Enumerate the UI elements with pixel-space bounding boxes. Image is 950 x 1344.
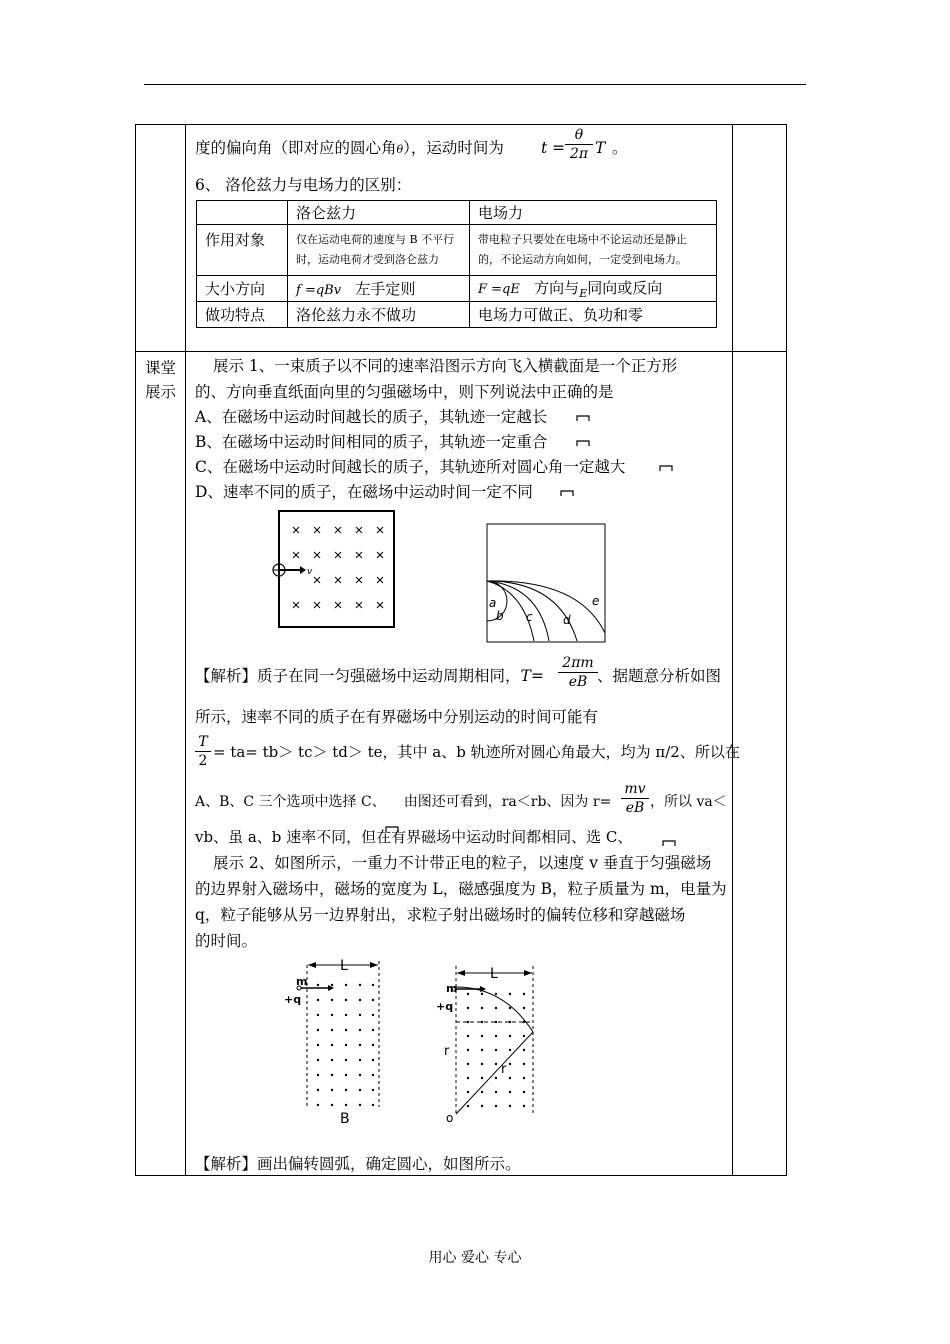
figure-radius-construction <box>434 962 544 1132</box>
mass-label: m <box>296 975 308 988</box>
analysis1-line3: = ta= tb＞ tc＞ td＞ te，其中 a、b 轨迹所对圆心角最大，均为 π/2、所以在 <box>213 743 740 761</box>
width-label: L <box>340 958 348 974</box>
label-a: a <box>489 596 497 610</box>
lorentz-work: 洛伦兹力永不做功 <box>288 301 470 327</box>
option-b: B、在磁场中运动时间相同的质子，其轨迹一定重合 <box>195 433 548 451</box>
header-electric: 电场力 <box>470 201 717 225</box>
velocity-label: v <box>307 567 313 577</box>
fraction-2pim-eB: 2πm eB <box>558 655 598 690</box>
formula-T: T <box>595 139 606 157</box>
option-d: D、速率不同的质子，在磁场中运动时间一定不同 <box>195 483 533 501</box>
figure-strip-field <box>278 957 388 1127</box>
fraction-T-2: T 2 <box>195 734 211 769</box>
page-footer: 用心 爱心 专心 <box>428 1250 522 1266</box>
example1-line1: 展示 1、一束质子以不同的速率沿图示方向飞入横截面是一个正方形 <box>213 357 678 375</box>
width-label-2: L <box>490 966 498 982</box>
row-label-target: 作用对象 <box>197 225 288 275</box>
charge-label-2: +q <box>436 1000 454 1013</box>
row-label-line1: 课堂 <box>145 359 177 377</box>
option-c: C、在磁场中运动时间越长的质子，其轨迹所对圆心角一定越大 <box>195 458 626 476</box>
line1-end: 。 <box>612 139 628 157</box>
label-b: b <box>496 609 504 623</box>
example1-line2: 的、方向垂直纸面向里的匀强磁场中，则下列说法中正确的是 <box>195 383 614 401</box>
analysis1-line1-end: 、据题意分析如图 <box>597 667 722 685</box>
lorentz-target: 仅在运动电荷的速度与 B 不平行时，运动电荷才受到洛仑兹力 <box>288 225 470 275</box>
row-label-work: 做功特点 <box>197 301 288 327</box>
option-a: A、在磁场中运动时间越长的质子，其轨迹一定越长 <box>195 408 548 426</box>
fraction-mv-eB: mv eB <box>621 781 649 816</box>
analysis1-line5: vb、虽 a、b 速率不同，但在有界磁场中运动时间都相同、选 C、 <box>195 828 633 846</box>
field-label: B <box>340 1111 350 1127</box>
analysis1-line4: A、B、C 三个选项中选择 C、 由图还可看到，ra＜rb、因为 r= <box>195 794 612 810</box>
header-lorentz: 洛仑兹力 <box>288 201 470 225</box>
row-label-magnitude: 大小方向 <box>197 275 288 301</box>
lorentz-magnitude: f =qBv 左手定则 <box>288 275 470 301</box>
item-6-heading: 6、 洛伦兹力与电场力的区别： <box>195 176 412 194</box>
label-d: d <box>563 613 571 627</box>
analysis1-line1: 【解析】质子在同一匀强磁场中运动周期相同，T= <box>195 667 544 685</box>
charge-label: +q <box>284 993 302 1006</box>
label-c: c <box>526 610 533 624</box>
analysis2: 【解析】画出偏转圆弧，确定圆心，如图所示。 <box>195 1155 521 1173</box>
center-label: o <box>446 1111 454 1125</box>
radius-label-2: r <box>501 1062 507 1077</box>
example2-line3: q，粒子能够从另一边界射出，求粒子射出磁场时的偏转位移和穿越磁场 <box>195 906 686 924</box>
mass-label-2: m <box>446 982 458 995</box>
electric-work: 电场力可做正、负功和零 <box>470 301 717 327</box>
analysis1-line2: 所示，速率不同的质子在有界磁场中分别运动的时间可能有 <box>195 708 599 726</box>
row-label-line2: 展示 <box>145 383 177 401</box>
label-e: e <box>592 594 600 608</box>
figure-square-field <box>268 508 398 630</box>
figure-trajectories <box>484 521 608 643</box>
fraction-theta-2pi: θ 2π <box>565 127 593 162</box>
example2-line1: 展示 2、如图所示，一重力不计带正电的粒子，以速度 v 垂直于匀强磁场 <box>213 854 712 872</box>
theta-line: 度的偏向角（即对应的圆心角θ），运动时间为 <box>195 139 504 157</box>
example2-line4: 的时间。 <box>195 932 258 950</box>
electric-target: 带电粒子只要处在电场中不论运动还是静止的，不论运动方向如何，一定受到电场力。 <box>470 225 717 275</box>
analysis1-line4-end: ，所以 va＜ <box>650 794 727 810</box>
formula-t: t = <box>541 139 566 157</box>
electric-magnitude: F =qE 方向与$_E$同向或反向 <box>470 275 717 301</box>
radius-label-1: r <box>444 1044 450 1059</box>
example2-line2: 的边界射入磁场中，磁场的宽度为 L，磁感强度为 B，粒子质量为 m，电量为 <box>195 880 727 898</box>
